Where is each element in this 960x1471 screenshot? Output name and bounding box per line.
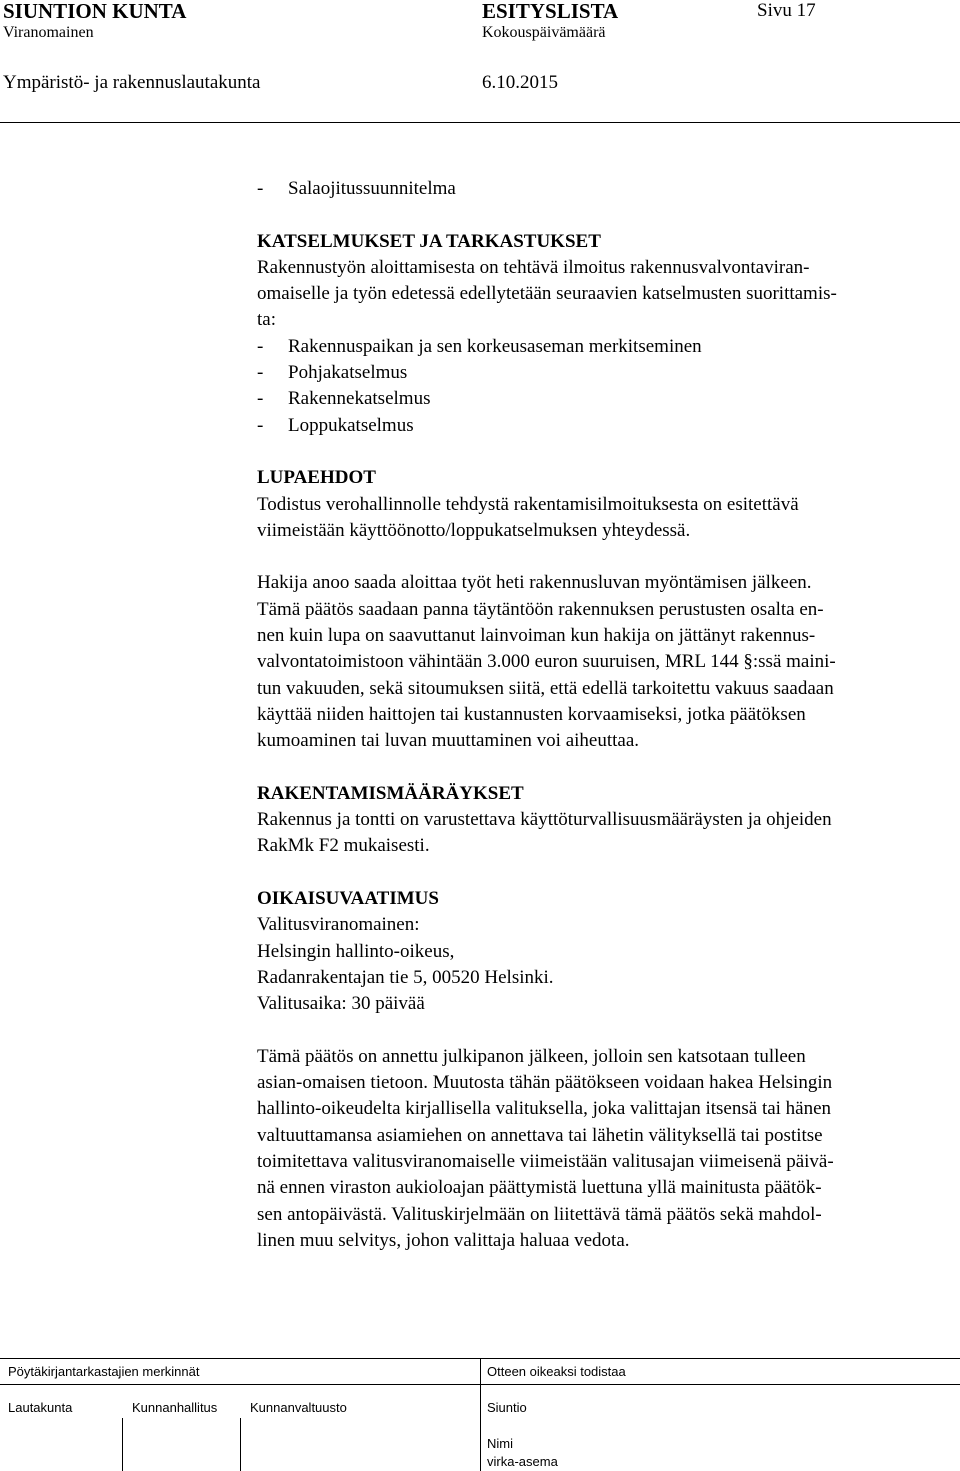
katselmukset-line: Rakennustyön aloittamisesta on tehtävä ilmoitus rakennusvalvontaviran- [257,256,810,278]
final-para-line: valtuuttamansa asiamiehen on annettava tai lähetin välityksellä tai postitse [257,1124,823,1146]
lupaehdot-line: Hakija anoo saada aloittaa työt heti rakennusluvan myöntämisen jälkeen. [257,572,812,594]
rakentamis-line: RakMk F2 mukaisesti. [257,835,430,857]
header-org: SIUNTION KUNTA [3,0,187,23]
lupaehdot-line: valvontatoimistoon vähintään 3.000 euron suuruisen, MRL 144 §:ssä maini- [257,651,836,673]
header-committee: Ympäristö- ja rakennuslautakunta [3,72,261,93]
document-body [257,176,957,1254]
katselmukset-item-text: Rakennuspaikan ja sen korkeusaseman merkitseminen [288,335,702,357]
lupaehdot-line: viimeistään käyttöönotto/loppukatselmuksen yhteydessä. [257,519,691,541]
lupaehdot-line: käyttää niiden haittojen tai kustannusten korvaamiseksi, jotka päätöksen [257,703,806,725]
signature-footer [0,1358,960,1471]
katselmukset-item-text: Rakennekatselmus [288,388,431,410]
body-lautakunta: Lautakunta [8,1400,73,1415]
katselmukset-item: - Rakennekatselmus [257,388,431,410]
body-kunnanvaltuusto: Kunnanvaltuusto [250,1400,347,1415]
intro-bullet-item: - Salaojitussuunnitelma [257,178,456,199]
final-para-line: linen muu selvitys, johon valittaja haluaa vedota. [257,1229,630,1251]
header-authority: Viranomainen [3,24,94,41]
lupaehdot-line: tun vakuuden, sekä sitoumuksen siitä, että edellä tarkoitettu vakuus saadaan [257,677,834,699]
footer-middle-divider [480,1358,481,1471]
footer-sign-divider-1 [122,1418,123,1471]
katselmukset-item: - Pohjakatselmus [257,362,408,384]
lupaehdot-line: Tämä päätös saadaan panna täytäntöön rakennuksen perustusten osalta en- [257,598,824,620]
lupaehdot-line: Todistus verohallinnolle tehdystä rakentamisilmoituksesta on esitettävä [257,493,799,515]
body-kunnanhallitus: Kunnanhallitus [132,1400,218,1415]
final-para-line: asian-omaisen tietoon. Muutosta tähän päätökseen voidaan hakea Helsingin [257,1072,833,1094]
katselmukset-line: ta: [257,309,276,331]
place-label: Siuntio [487,1400,527,1415]
final-para-line: nä ennen viraston aukioloajan päättymistä luettuna yllä mainitusta päätök- [257,1177,822,1199]
final-para-line: toimitettava valitusviranomaiselle viimeistään valitusajan viimeisenä päivä- [257,1150,834,1172]
final-para-line: Tämä päätös on annettu julkipanon jälkeen, jolloin sen katsotaan tulleen [257,1045,806,1067]
katselmukset-item-text: Loppukatselmus [288,414,414,436]
certified-label: Otteen oikeaksi todistaa [487,1364,626,1379]
katselmukset-item: - Loppukatselmus [257,414,414,436]
header-date: 6.10.2015 [482,72,558,93]
name-label: Nimi [487,1436,513,1451]
katselmukset-line: omaiselle ja työn edetessä edellytetään seuraavien katselmusten suorittamis- [257,283,837,305]
oikaisu-line: Helsingin hallinto-oikeus, [257,940,455,962]
final-para-line: hallinto-oikeudelta kirjallisella valituksella, joka valittajan itsensä tai hänen [257,1098,832,1120]
oikaisu-line: Valitusaika: 30 päivää [257,993,425,1015]
footer-sign-divider-2 [240,1418,241,1471]
rakentamis-heading: RAKENTAMISMÄÄRÄYKSET [257,782,524,804]
oikaisu-heading: OIKAISUVAATIMUS [257,888,439,910]
intro-bullet-text: Salaojitussuunnitelma [288,178,456,199]
rakentamis-line: Rakennus ja tontti on varustettava käyttöturvallisuusmääräysten ja ohjeiden [257,809,832,831]
lupaehdot-heading: LUPAEHDOT [257,467,376,489]
reviewers-label: Pöytäkirjantarkastajien merkinnät [8,1364,200,1379]
header-doc-type: ESITYSLISTA [482,0,619,23]
oikaisu-line: Radanrakentajan tie 5, 00520 Helsinki. [257,966,554,988]
katselmukset-item: - Rakennuspaikan ja sen korkeusaseman merkitseminen [257,335,702,357]
header-page: Sivu 17 [757,0,816,21]
header-rule [0,122,960,123]
lupaehdot-line: kumoaminen tai luvan muuttaminen voi aiheuttaa. [257,730,640,752]
katselmukset-item-text: Pohjakatselmus [288,362,408,384]
final-para-line: sen antopäivästä. Valituskirjelmään on liitettävä tämä päätös sekä mahdol- [257,1203,822,1225]
katselmukset-heading: KATSELMUKSET JA TARKASTUKSET [257,230,601,252]
oikaisu-line: Valitusviranomainen: [257,914,420,936]
footer-mid-rule [0,1384,960,1385]
position-label: virka-asema [487,1454,558,1469]
lupaehdot-line: nen kuin lupa on saavuttanut lainvoiman kun hakija on jättänyt rakennus- [257,625,816,647]
header-meeting-date-label: Kokouspäivämäärä [482,24,606,41]
